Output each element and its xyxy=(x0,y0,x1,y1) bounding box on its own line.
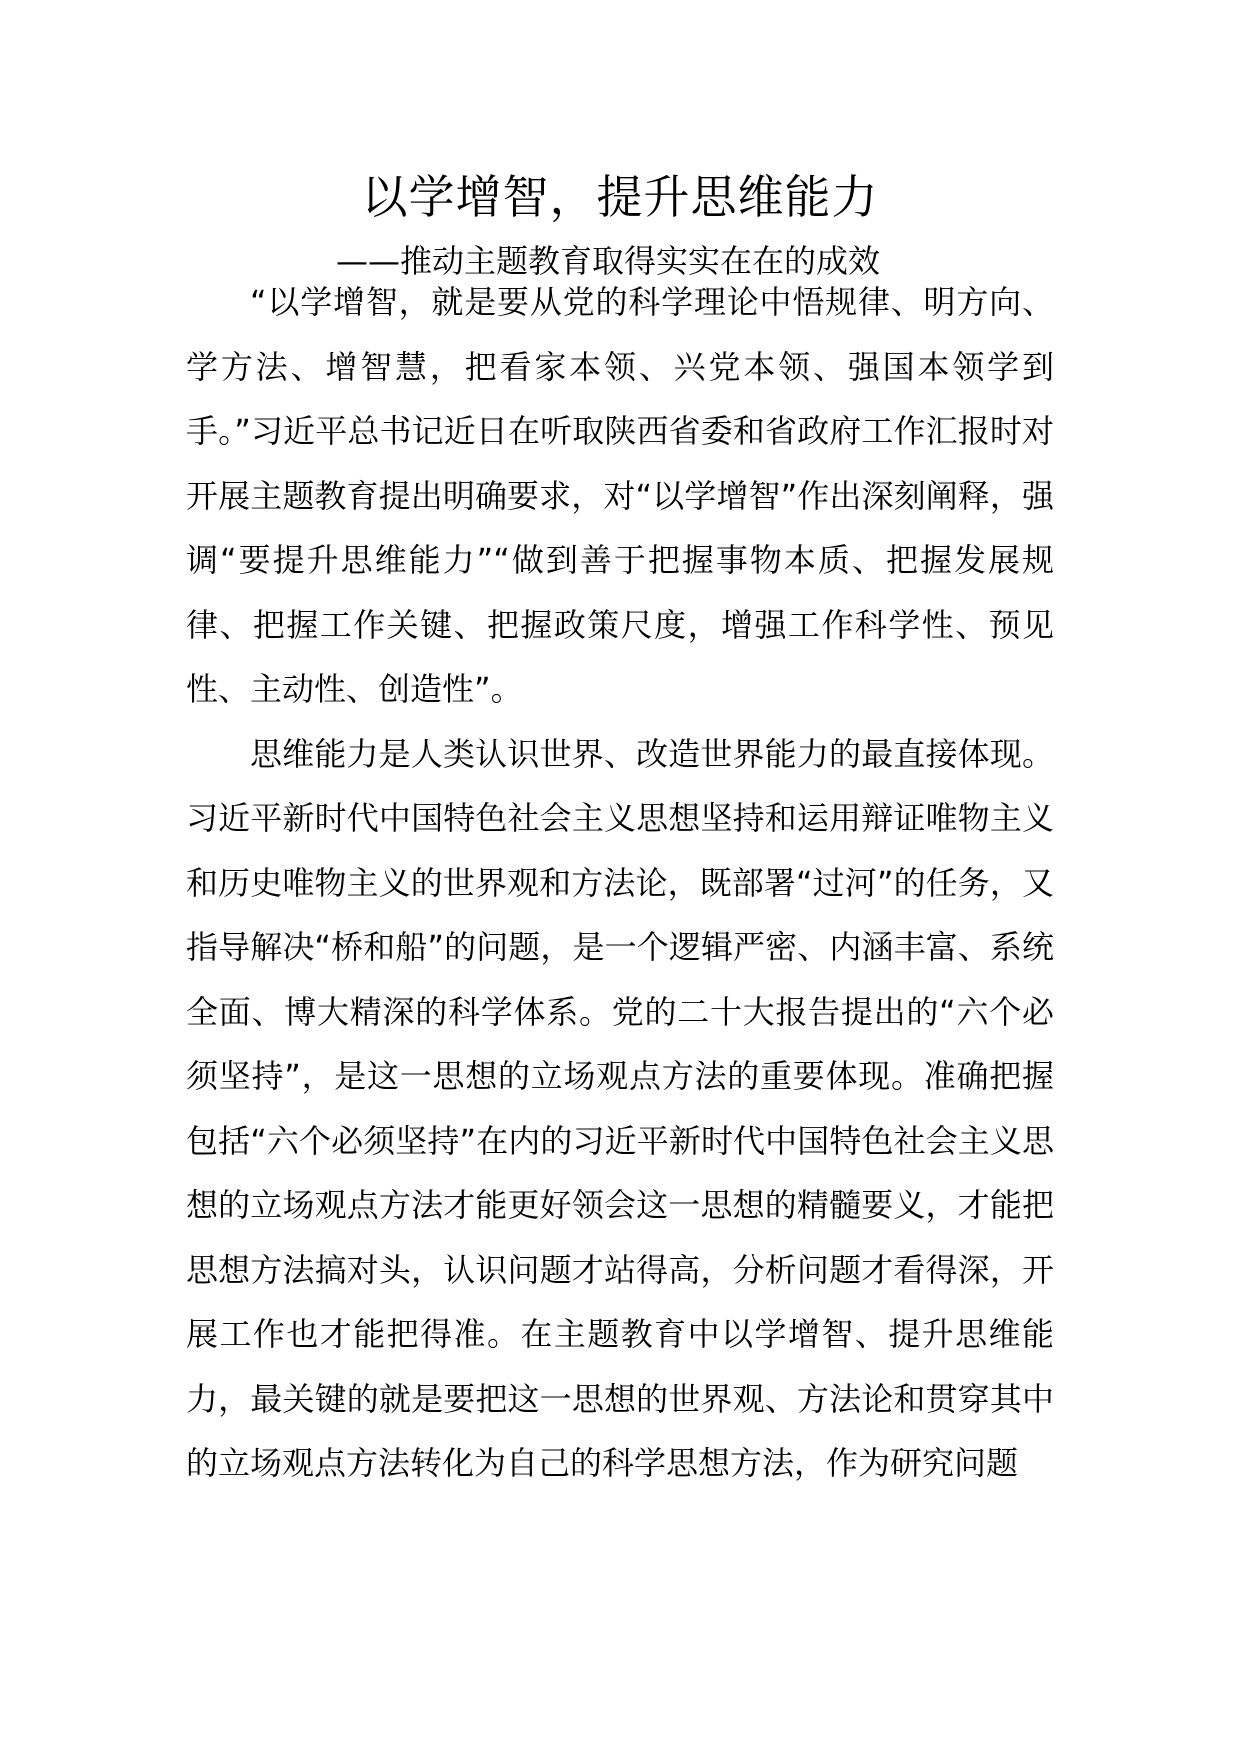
body-paragraph: 思维能力是人类认识世界、改造世界能力的最直接体现。习近平新时代中国特色社会主义思想坚持和运用辩证唯物主义和历史唯物主义的世界观和方法论，既部署“过河”的任务，又指导解决“桥和船”的问题，是一个逻辑严密、内涵丰富、系统全面、博大精深的科学体系。党的二十大报告提出的“六个必须坚持”，是这一思想的立场观点方法的重要体现。准确把握包括“六个必须坚持”在内的习近平新时代中国特色社会主义思想的立场观点方法才能更好领会这一思想的精髓要义，才能把思想方法搞对头，认识问题才站得高，分析问题才看得深，开展工作也才能把得准。在主题教育中以学增智、提升思维能力，最关键的就是要把这一思想的世界观、方法论和贯穿其中的立场观点方法转化为自己的科学思想方法，作为研究问题 xyxy=(186,734,1054,1482)
document-body xyxy=(186,270,1054,1496)
document-title: 以学增智，提升思维能力 xyxy=(361,170,879,224)
document-subtitle: ——推动主题教育取得实实在在的成效 xyxy=(336,242,881,280)
body-paragraph: “以学增智，就是要从党的科学理论中悟规律、明方向、学方法、增智慧，把看家本领、兴党本领、强国本领学到手。”习近平总书记近日在听取陕西省委和省政府工作汇报时对开展主题教育提出明确要求，对“以学增智”作出深刻阐释，强调“要提升思维能力”“做到善于把握事物本质、把握发展规律、把握工作关键、把握政策尺度，增强工作科学性、预见性、主动性、创造性”。 xyxy=(186,283,1054,708)
